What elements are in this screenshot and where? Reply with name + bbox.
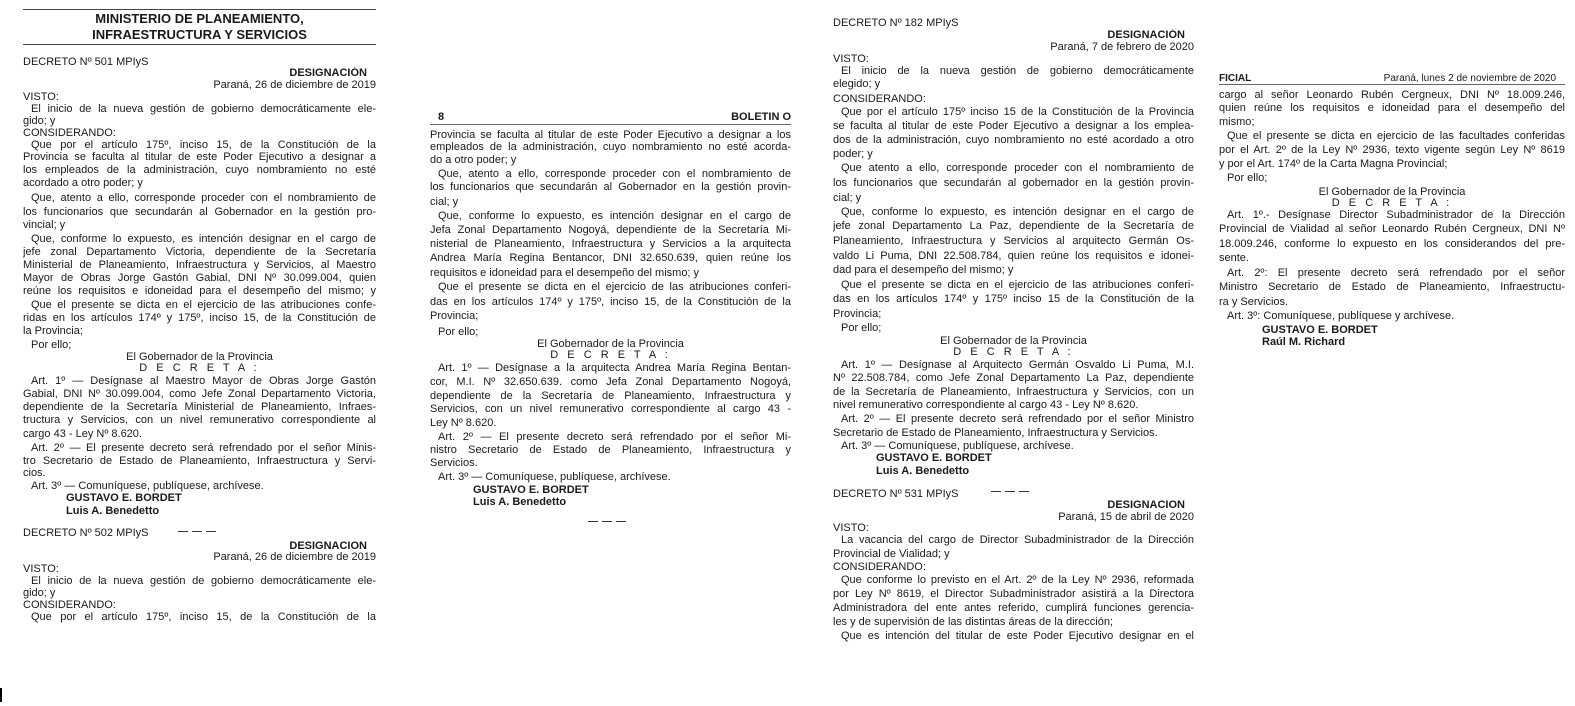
governor-line: El Gobernador de la Provincia: [940, 335, 1087, 347]
text-line: elegido; y: [833, 78, 881, 90]
governor-line: El Gobernador de la Provincia: [537, 338, 684, 350]
text-line: cial; y: [833, 192, 862, 204]
decree-subject: DESIGNACION: [289, 540, 367, 552]
article-line: Art. 3º — Comuníquese, publíquese, archívese.: [31, 480, 264, 492]
section-visto: VISTO:: [23, 563, 59, 575]
text-line: La vacancia del cargo de Director Subadministrador de la Dirección: [841, 534, 1194, 546]
text-line: El inicio de la nueva gestión de gobierno democráticamente ele-: [31, 103, 376, 115]
signature-minister: Luis A. Benedetto: [876, 465, 970, 477]
text-line: das en los artículos 174º y 175º, inciso 15, de la Constitución de la: [430, 296, 791, 308]
text-line: los empleados de la administración, cuyo nombramiento no esté: [23, 164, 376, 176]
article-line: Art. 3º — Comuníquese, publíquese, archívese.: [841, 440, 1074, 452]
decree-number: DECRETO Nº 502 MPIyS: [23, 527, 149, 539]
signature-minister: Luis A. Benedetto: [473, 496, 567, 508]
text-line: Que el presente se dicta en el ejercicio de las atribuciones conferi-: [841, 279, 1194, 291]
text-line: cial; y: [430, 196, 459, 208]
text-line: Que, atento a ello, corresponde proceder con el nombramiento de: [438, 168, 791, 180]
text-line: por el Art. 2º de la Ley Nº 2936, texto vigente según Ley Nº 8619: [1219, 144, 1565, 156]
text-line: Mayor de Obras Jorge Gastón Gabial, DNI Nº 30.099.004, quien: [23, 272, 376, 284]
text-line: dos de la administración, cuyo nombramiento no esté acordado a otro: [833, 134, 1194, 146]
article-line: Art. 3º — Comuníquese, publíquese, archívese.: [438, 471, 671, 483]
running-head-left: FICIAL: [1219, 73, 1252, 84]
header-rule-bottom: [23, 44, 376, 45]
text-line: los funcionarios que secundarán al gobernador en la gestión provin-: [833, 177, 1194, 189]
text-line: Que conforme lo previsto en el Art. 2º de la Ley Nº 2936, reformada: [841, 574, 1194, 586]
text-line: Provincial de Vialidad; y: [833, 548, 950, 560]
decreta-line: D E C R E T A :: [550, 349, 671, 361]
section-visto: VISTO:: [833, 522, 869, 534]
text-line: los funcionarios que secundarán al Gobernador en la gestión pro-: [23, 206, 376, 218]
text-line: Provincia se faculta al titular de este Poder Ejecutivo a designar a: [23, 151, 376, 163]
section-considerando: CONSIDERANDO:: [23, 599, 116, 611]
article-line: Servicios.: [430, 457, 478, 469]
text-line: Que por el artículo 175º inciso 15 de la Constitución de la Provincia: [841, 106, 1194, 118]
text-line: Andrea María Regina Bentancor, DNI 32.650.639, quien reúne los: [430, 252, 791, 264]
ministry-header-line-1: MINISTERIO DE PLANEAMIENTO,: [95, 11, 304, 26]
article-line: Nº 22.508.784, como Jefe Zonal Departamento La Paz, dependiente: [833, 372, 1194, 384]
article-line: tro Secretario de Estado de Planeamiento, Infraestructura y Servi-: [23, 455, 376, 467]
decree-date: Paraná, 26 de diciembre de 2019: [213, 551, 376, 563]
text-line: y por el Art. 174º de la Carta Magna Provincial;: [1219, 158, 1448, 170]
text-line: les y de supervisión de las distintas áreas de la dirección;: [833, 616, 1114, 628]
text-line: Que, conforme lo expuesto, es intención designar en el cargo de: [438, 210, 791, 222]
text-line: reúne los requisitos e idoneidad para el desempeño del mismo; y: [23, 285, 376, 297]
decree-number: DECRETO Nº 182 MPIyS: [833, 17, 959, 29]
text-line: jefe zonal Departamento Victoria, dependiente de la Secretaría: [23, 246, 376, 258]
text-line: dad para el desempeño del mismo; y: [833, 264, 1014, 276]
article-line: Art. 2º: El presente decreto será refrendado por el señor: [1227, 267, 1565, 279]
article-line: cor, M.I. Nº 32.650.639. como Jefa Zonal Departamento Nogoyá,: [430, 376, 791, 388]
text-line: Que atento a ello, corresponde proceder con el nombramiento de: [841, 162, 1194, 174]
decree-date: Paraná, 15 de abril de 2020: [1058, 511, 1194, 523]
signature-governor: GUSTAVO E. BORDET: [876, 452, 992, 464]
cursor-caret: [0, 688, 2, 702]
text-line: Que, conforme lo expuesto, es intención designar en el cargo de: [841, 206, 1194, 218]
article-line: nivel remunerativo correspondiente al cargo 43 - Ley Nº 8.620.: [833, 399, 1139, 411]
text-line: por Ley Nº 8619, el Director Subadministrador asistirá a la Directora: [833, 588, 1194, 600]
text-line: Que por el artículo 175º, inciso 15, de la Constitución de la: [31, 611, 376, 623]
text-line: El inicio de la nueva gestión de gobierno democráticamente: [841, 65, 1194, 77]
running-head: BOLETIN O: [731, 111, 791, 123]
text-line: Que, atento a ello, corresponde proceder con el nombramiento de: [31, 192, 376, 204]
article-line: Provincial de Vialidad al señor Leonardo Rubén Cergneux, DNI Nº: [1219, 223, 1565, 235]
por-ello: Por ello;: [841, 322, 882, 334]
decree-date: Paraná, 26 de diciembre de 2019: [213, 79, 376, 91]
governor-line: El Gobernador de la Provincia: [1318, 186, 1466, 198]
text-line: valdo Li Puma, DNI 22.508.784, quien reúne los requisitos e idonei-: [833, 250, 1194, 262]
section-visto: VISTO:: [833, 53, 869, 65]
text-line: Que el presente se dicta en el ejercicio de las atribuciones confe-: [31, 299, 376, 311]
article-line: tructura y Servicios, con un nivel remunerativo correspondiente al: [23, 414, 376, 426]
text-line: ridas en los artículos 174º y 175º, inciso 15, de la Constitución de: [23, 312, 376, 324]
decreta-line: D E C R E T A :: [953, 346, 1074, 358]
signature-governor: GUSTAVO E. BORDET: [66, 492, 182, 504]
separator-dashes: [178, 523, 220, 524]
decree-subject: DESIGNACION: [1107, 499, 1185, 511]
text-line: jefe zonal Departamento La Paz, dependiente de la Secretaría de: [833, 220, 1194, 232]
article-line: dependiente de la Secretaría Ministerial de Planeamiento, Infraes-: [23, 401, 376, 413]
text-line: se faculta al titular de este Poder Ejecutivo a designar a los emplea-: [833, 120, 1194, 132]
article-line: 18.009.246, conforme lo expuesto en los considerandos del pre-: [1219, 238, 1565, 250]
article-line: Art. 3º: Comuníquese, publíquese y archívese.: [1227, 310, 1455, 322]
text-line: acordado a otro poder; y: [23, 177, 143, 189]
text-line: empleados de la administración, cuyo nombramiento no esté acorda-: [430, 141, 791, 153]
ministry-header-line-2: INFRAESTRUCTURA Y SERVICIOS: [92, 27, 307, 42]
text-line: El inicio de la nueva gestión de gobierno democráticamente ele-: [31, 575, 376, 587]
article-line: Ley Nº 8.620.: [430, 417, 497, 429]
running-head-rule: [1219, 84, 1565, 85]
text-line: gido; y: [23, 115, 56, 127]
text-line: do a otro poder; y: [430, 154, 517, 166]
text-line: Que, conforme lo expuesto, es intención designar en el cargo de: [31, 233, 376, 245]
article-line: Servicios, con un nivel remunerativo correspondiente al cargo 43 -: [430, 403, 791, 415]
decree-number: DECRETO Nº 531 MPIyS: [833, 488, 959, 500]
article-line: Art. 2º — El presente decreto será refrendado por el señor Minis-: [31, 442, 376, 454]
text-line: Jefa Zonal Departamento Nogoyá, dependiente de la Secretaría Mi-: [430, 224, 791, 236]
decree-subject: DESIGNACIÓN: [1107, 29, 1185, 41]
decree-date: Paraná, 7 de febrero de 2020: [1050, 41, 1194, 53]
article-line: Art. 2º — El presente decreto será refrendado por el señor Mi-: [438, 431, 791, 443]
text-line: la Provincia;: [23, 325, 83, 337]
article-line: nistro Secretario de Estado de Planeamiento, Infraestructura y: [430, 444, 791, 456]
text-line: Provincia;: [833, 308, 882, 320]
text-line: Planeamiento, Infraestructura y Servicios al arquitecto Germán Os-: [833, 235, 1194, 247]
section-considerando: CONSIDERANDO:: [23, 127, 116, 139]
article-line: cios.: [23, 467, 46, 479]
article-line: Ministro Secretario de Estado de Planeamiento, Infraestructu-: [1219, 281, 1565, 293]
article-line: Art. 1º — Desígnase al Arquitecto Germán Osvaldo Li Puma, M.I.: [841, 359, 1194, 371]
article-line: dependiente de la Secretaría de Planeamiento, Infraestructura y: [430, 390, 791, 402]
text-line: cargo al señor Leonardo Rubén Cergneux, DNI Nº 18.009.246,: [1219, 89, 1565, 101]
text-line: Provincia se faculta al titular de este Poder Ejecutivo a designar a los: [430, 129, 791, 141]
text-line: Que es intención del titular de este Poder Ejecutivo designar en el: [841, 630, 1194, 642]
text-line: vincial; y: [23, 219, 66, 231]
text-line: mismo;: [1219, 116, 1255, 128]
signature-governor: GUSTAVO E. BORDET: [1262, 324, 1378, 336]
article-line: Art. 1º.- Desígnase Director Subadministrador de la Dirección: [1227, 209, 1565, 221]
por-ello: Por ello;: [1227, 172, 1268, 184]
text-line: requisitos e idoneidad para el desempeño del mismo; y: [430, 267, 700, 279]
decree-number: DECRETO Nº 501 MPIyS: [23, 56, 149, 68]
text-line: quien reúne los requisitos e idoneidad para el desempeño del: [1219, 102, 1565, 114]
signature-governor: GUSTAVO E. BORDET: [473, 484, 589, 496]
text-line: poder; y: [833, 148, 873, 160]
running-head-rule: [430, 124, 791, 125]
text-line: Que el presente se dicta en el ejercicio de las atribuciones conferi-: [438, 281, 791, 293]
text-line: Que el presente se dicta en ejercicio de las facultades conferidas: [1227, 130, 1565, 142]
article-line: ra y Servicios.: [1219, 296, 1289, 308]
article-line: Gabial, DNI Nº 30.099.004, como Jefe Zonal Departamento Victoria,: [23, 388, 376, 400]
article-line: sente.: [1219, 252, 1249, 264]
article-line: Secretario de Estado de Planeamiento, Infraestructura y Servicios.: [833, 427, 1158, 439]
page-number: 8: [438, 111, 445, 123]
text-line: gido; y: [23, 587, 56, 599]
section-visto: VISTO:: [23, 91, 59, 103]
por-ello: Por ello;: [438, 326, 479, 338]
separator-dashes: [588, 513, 630, 514]
governor-line: El Gobernador de la Provincia: [126, 351, 273, 363]
article-line: cargo 43 - Ley Nº 8.620.: [23, 428, 142, 440]
text-line: Ministerial de Planeamiento, Infraestructura y Servicios, al Maestro: [23, 259, 376, 271]
text-line: nisterial de Planeamiento, Infraestructura y Servicios a la arquitecta: [430, 238, 791, 250]
text-line: Administradora del ente antes referido, cumplirá funciones gerencia-: [833, 602, 1194, 614]
article-line: de la Secretaría de Planeamiento, Infraestructura y Servicios, con un: [833, 386, 1194, 398]
article-line: Art. 1º — Desígnase a la arquitecta Andrea María Regina Bentan-: [438, 362, 791, 374]
text-line: los funcionarios que secundarán al Gobernador en la gestión provin-: [430, 181, 791, 193]
signature-minister: Luis A. Benedetto: [66, 505, 160, 517]
separator-dashes: [991, 483, 1033, 484]
decreta-line: D E C R E T A :: [139, 362, 260, 374]
article-line: Art. 1º — Desígnase al Maestro Mayor de Obras Jorge Gastón: [31, 375, 376, 387]
decree-subject: DESIGNACIÓN: [289, 67, 367, 79]
signature-minister: Raúl M. Richard: [1262, 336, 1346, 348]
header-rule-top: [23, 9, 376, 10]
text-line: Provincia;: [430, 310, 479, 322]
text-line: Que por el artículo 175º, inciso 15, de la Constitución de la: [31, 139, 376, 151]
article-line: Art. 2º — El presente decreto será refrendado por el señor Ministro: [841, 413, 1194, 425]
text-line: das en los artículos 174º y 175º inciso 15 de la Constitución de la: [833, 293, 1194, 305]
section-considerando: CONSIDERANDO:: [833, 93, 926, 105]
por-ello: Por ello;: [31, 339, 72, 351]
decreta-line: D E C R E T A :: [1331, 197, 1453, 209]
section-considerando: CONSIDERANDO:: [833, 561, 926, 573]
running-head-date: Paraná, lunes 2 de noviembre de 2020: [1383, 73, 1556, 84]
